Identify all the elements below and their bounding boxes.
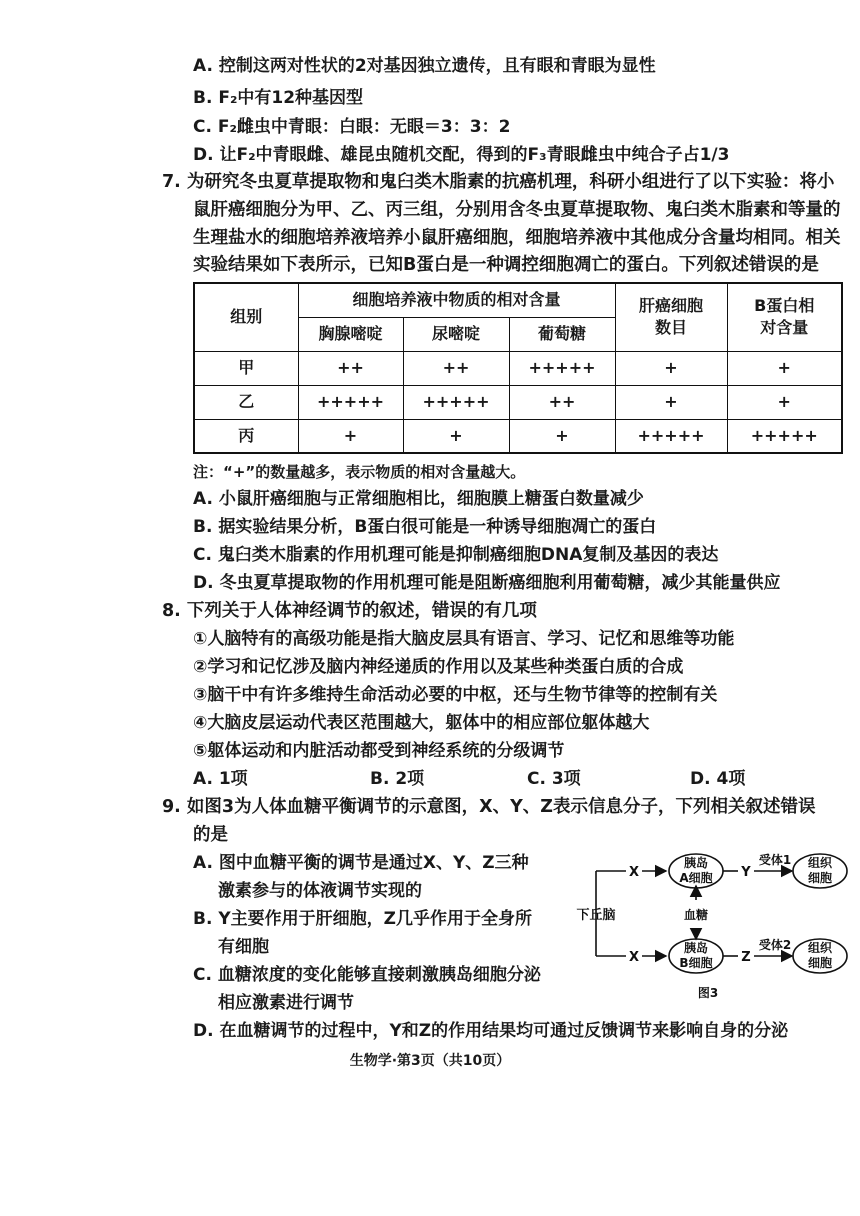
q8-option-b: B. 2项 [370,769,425,789]
q8-stem: 8. 下列关于人体神经调节的叙述，错误的有几项 [162,601,537,621]
cell-group: 丙 [194,419,298,453]
subheader-glucose: 葡萄糖 [509,317,615,351]
q7-stem-line-4: 实验结果如下表所示，已知B蛋白是一种调控细胞凋亡的蛋白。下列叙述错误的是 [193,255,819,275]
cell-b-protein: + [727,385,842,419]
q9-option-d: D. 在血糖调节的过程中，Y和Z的作用结果均可通过反馈调节来影响自身的分泌 [193,1021,789,1041]
tissue-top-label-2: 细胞 [807,871,833,885]
tissue-bottom-label-2: 细胞 [807,956,833,970]
blood-sugar-diagram [568,822,858,1007]
cell-b-protein: +++++ [727,419,842,453]
q9-stem-line-1: 9. 如图3为人体血糖平衡调节的示意图，X、Y、Z表示信息分子，下列相关叙述错误 [162,797,816,817]
q7-stem-line-2: 鼠肝癌细胞分为甲、乙、丙三组，分别用含冬虫夏草提取物、鬼臼类木脂素和等量的 [193,200,841,220]
cell-group: 乙 [194,385,298,419]
q9-option-b-line-1: B. Y主要作用于肝细胞，Z几乎作用于全身所 [193,909,532,929]
q8-item-1: ①人脑特有的高级功能是指大脑皮层具有语言、学习、记忆和思维等功能 [193,629,735,649]
q9-option-c-line-1: C. 血糖浓度的变化能够直接刺激胰岛细胞分泌 [193,965,541,985]
cell-glucose: +++++ [509,351,615,385]
experiment-table [193,282,843,454]
q7-option-a: A. 小鼠肝癌细胞与正常细胞相比，细胞膜上糖蛋白数量减少 [193,489,644,509]
header-b-protein-text: B蛋白相对含量 [754,296,815,338]
cell-uracil: + [403,419,509,453]
cell-thymine: +++++ [298,385,403,419]
q8-item-2: ②学习和记忆涉及脑内神经递质的作用以及某些种类蛋白质的合成 [193,657,684,677]
cell-thymine: ++ [298,351,403,385]
header-cell-count-text: 肝癌细胞数目 [639,296,704,338]
q7-option-c: C. 鬼臼类木脂素的作用机理可能是抑制癌细胞DNA复制及基因的表达 [193,545,719,565]
q8-item-4: ④大脑皮层运动代表区范围越大，躯体中的相应部位躯体越大 [193,713,650,733]
q7-stem-line-3: 生理盐水的细胞培养液培养小鼠肝癌细胞，细胞培养液中其他成分含量均相同。相关 [193,228,841,248]
page-footer: 生物学·第3页（共10页） [349,1053,511,1069]
cell-cancer-cells: +++++ [615,419,727,453]
q6-option-b: B. F₂中有12种基因型 [193,88,364,108]
q7-option-b: B. 据实验结果分析，B蛋白很可能是一种诱导细胞凋亡的蛋白 [193,517,657,537]
x-top-label: X [628,865,640,880]
header-group: 组别 [194,283,298,351]
islet-b-label-1: 胰岛 [683,941,709,955]
table-row [194,419,842,453]
figure-caption: 图3 [697,986,719,1000]
q8-option-c: C. 3项 [527,769,581,789]
islet-b-label-2: B细胞 [679,956,713,970]
cell-group: 甲 [194,351,298,385]
cell-glucose: ++ [509,385,615,419]
table-row [194,351,842,385]
q9-option-a-line-2: 激素参与的体液调节实现的 [218,881,422,901]
tissue-bottom-label-1: 组织 [807,941,833,955]
q7-option-d: D. 冬虫夏草提取物的作用机理可能是阻断癌细胞利用葡萄糖，减少其能量供应 [193,573,781,593]
cell-uracil: +++++ [403,385,509,419]
islet-a-label-2: A细胞 [679,871,713,885]
subheader-uracil: 尿嘧啶 [403,317,509,351]
cell-uracil: ++ [403,351,509,385]
receptor1-label: 受体1 [758,853,792,867]
islet-a-label-1: 胰岛 [683,856,709,870]
hypothalamus-label: 下丘脑 [576,908,616,923]
tissue-top-label-1: 组织 [807,856,833,870]
table-note: 注：“+”的数量越多，表示物质的相对含量越大。 [193,463,526,481]
cell-cancer-cells: + [615,351,727,385]
header-cell-count [615,283,727,351]
cell-thymine: + [298,419,403,453]
q9-option-c-line-2: 相应激素进行调节 [218,993,354,1013]
header-medium: 细胞培养液中物质的相对含量 [298,283,615,317]
q9-option-b-line-2: 有细胞 [218,937,269,957]
q8-item-3: ③脑干中有许多维持生命活动必要的中枢，还与生物节律等的控制有关 [193,685,718,705]
blood-sugar-label: 血糖 [683,908,709,922]
cell-b-protein: + [727,351,842,385]
header-b-protein [727,283,842,351]
z-label: Z [741,950,751,965]
receptor2-label: 受体2 [758,938,792,952]
q7-stem-line-1: 7. 为研究冬虫夏草提取物和鬼臼类木脂素的抗癌机理，科研小组进行了以下实验：将小 [162,172,835,192]
q6-option-a: A. 控制这两对性状的2对基因独立遗传，且有眼和青眼为显性 [193,56,656,76]
cell-cancer-cells: + [615,385,727,419]
cell-glucose: + [509,419,615,453]
y-label: Y [741,865,751,880]
q8-option-d: D. 4项 [690,769,746,789]
q6-option-d: D. 让F₂中青眼雌、雄昆虫随机交配，得到的F₃青眼雌虫中纯合子占1/3 [193,145,730,165]
q9-option-a-line-1: A. 图中血糖平衡的调节是通过X、Y、Z三种 [193,853,529,873]
q8-option-a: A. 1项 [193,769,248,789]
q8-item-5: ⑤躯体运动和内脏活动都受到神经系统的分级调节 [193,741,565,761]
table-row [194,385,842,419]
q9-stem-line-2: 的是 [193,825,228,845]
x-bottom-label: X [628,950,640,965]
q6-option-c: C. F₂雌虫中青眼：白眼：无眼＝3：3：2 [193,117,511,137]
subheader-thymine: 胸腺嘧啶 [298,317,403,351]
